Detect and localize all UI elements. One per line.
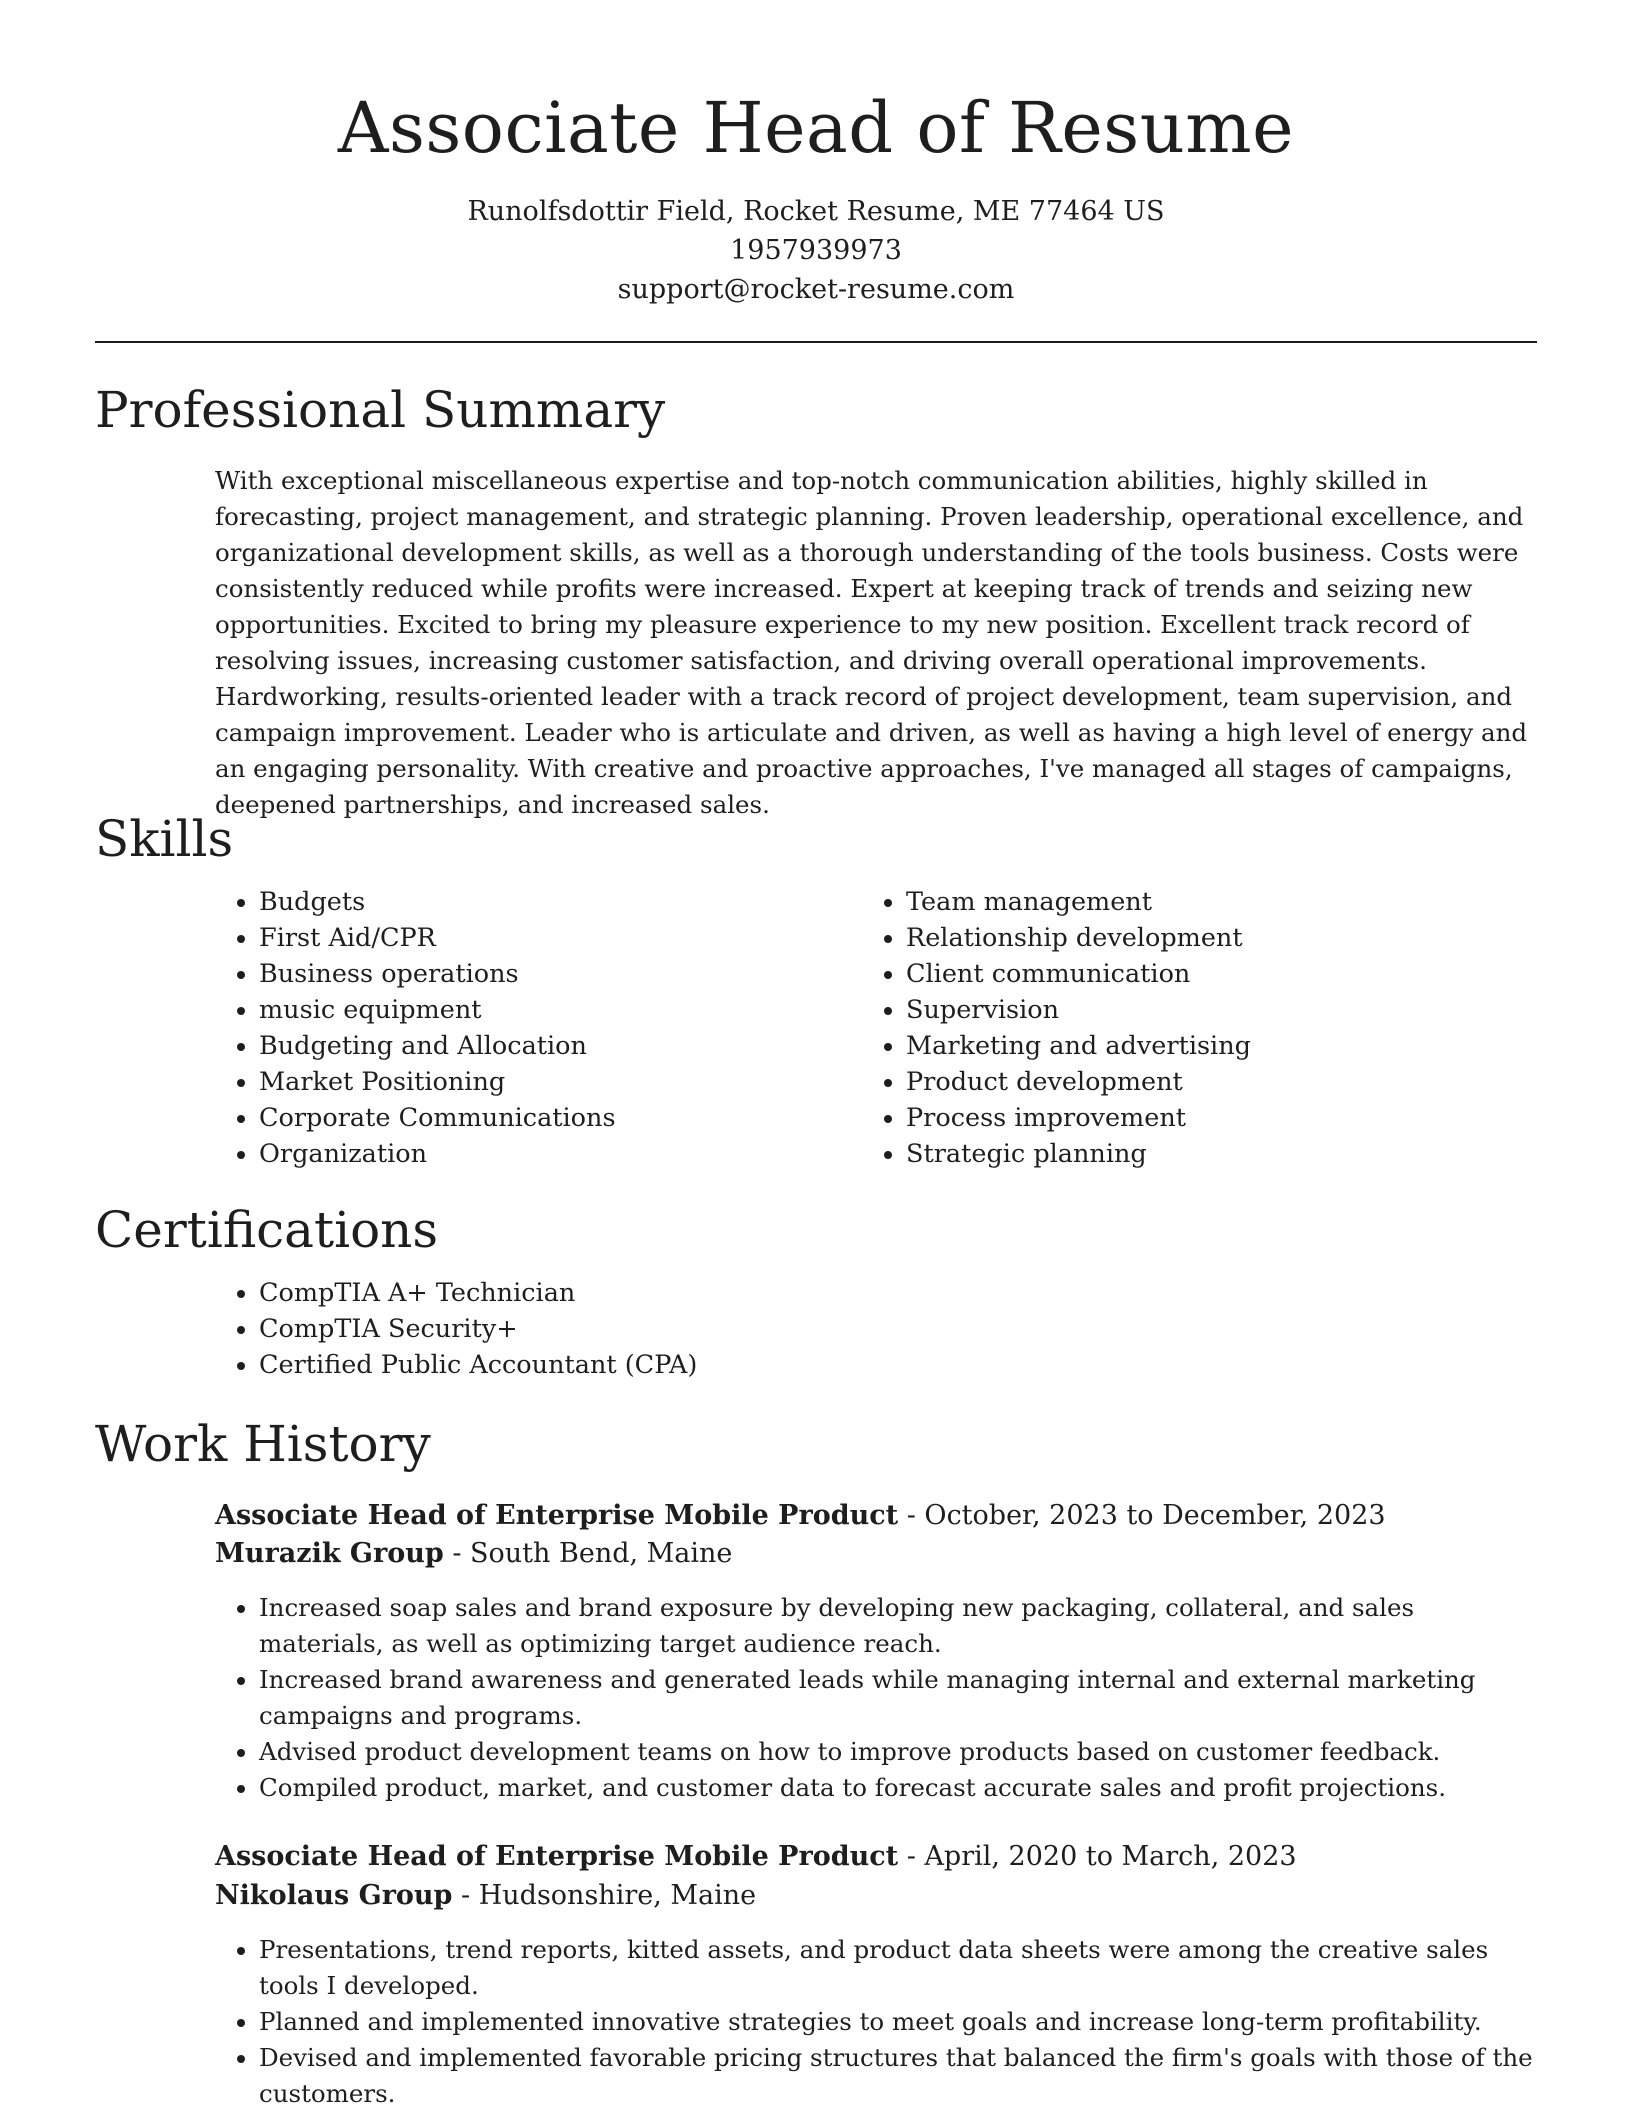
header-divider <box>95 341 1537 343</box>
certifications-list <box>215 1275 1215 1383</box>
job-dates: - October, 2023 to December, 2023 <box>898 1500 1386 1531</box>
job-dates: - April, 2020 to March, 2023 <box>898 1841 1297 1872</box>
contact-phone: 1957939973 <box>730 235 902 266</box>
certifications-heading: Certifications <box>95 1201 439 1259</box>
skill-item: • Supervision <box>906 992 1462 1028</box>
skill-item: • Market Positioning <box>259 1064 815 1100</box>
job-location: - South Bend, Maine <box>443 1538 733 1569</box>
skill-item: • Relationship development <box>906 920 1462 956</box>
job-bullet: • Compiled product, market, and customer data to forecast accurate sales and profit projections. <box>259 1770 1540 1806</box>
contact-address: Runolfsdottir Field, Rocket Resume, ME 77464 US <box>467 196 1165 227</box>
job-title-line <box>215 1497 1386 1535</box>
job-bullet: • Presentations, trend reports, kitted assets, and product data sheets were among the creative sales tools I developed. <box>259 1932 1540 2004</box>
skills-heading: Skills <box>95 810 234 868</box>
job-company: Nikolaus Group <box>215 1880 453 1911</box>
skill-item: • First Aid/CPR <box>259 920 815 956</box>
job-location: - Hudsonshire, Maine <box>452 1880 757 1911</box>
job-company: Murazik Group <box>215 1538 444 1569</box>
job-role: Associate Head of Enterprise Mobile Product <box>215 1500 899 1531</box>
job-company-line <box>215 1535 732 1573</box>
job-company-line <box>215 1877 756 1915</box>
summary-text: With exceptional miscellaneous expertise and top-notch communication abilities, highly skilled in forecasting, project management, and strategic planning. Proven leadership, operational excellence, and organizational development skills, as well as a thorough understanding of the tools business. Costs were consistently reduced while profits were increased. Expert at keeping track of trends and seizing new opportunities. Excited to bring my pleasure experience to my new position. Excellent track record of resolving issues, increasing customer satisfaction, and driving overall operational improvements. Hardworking, results-oriented leader with a track record of project development, team supervision, and campaign improvement. Leader who is articulate and driven, as well as having a high level of energy and an engaging personality. With creative and proactive approaches, I've managed all stages of campaigns, deepened partnerships, and increased sales. <box>215 466 1528 819</box>
skill-item: • Organization <box>259 1136 815 1172</box>
summary-heading: Professional Summary <box>95 381 666 439</box>
skill-item: • Business operations <box>259 956 815 992</box>
certification-item: • CompTIA A+ Technician <box>259 1275 1215 1311</box>
skills-column-right <box>862 884 1462 1172</box>
contact-email: support@rocket-resume.com <box>617 274 1015 305</box>
skill-item: • Strategic planning <box>906 1136 1462 1172</box>
job-bullets <box>215 1932 1540 2112</box>
job-bullet: • Devised and implemented favorable pricing structures that balanced the firm's goals with those of the customers. <box>259 2040 1540 2112</box>
job-title-line <box>215 1838 1297 1876</box>
certification-item: • CompTIA Security+ <box>259 1311 1215 1347</box>
skill-item: • Process improvement <box>906 1100 1462 1136</box>
skill-item: • Client communication <box>906 956 1462 992</box>
job-bullet: • Advised product development teams on how to improve products based on customer feedback. <box>259 1734 1540 1770</box>
job-bullets <box>215 1590 1540 1806</box>
contact-block <box>95 192 1537 309</box>
skill-item: • music equipment <box>259 992 815 1028</box>
skill-item: • Corporate Communications <box>259 1100 815 1136</box>
skill-item: • Marketing and advertising <box>906 1028 1462 1064</box>
job-bullet: • Planned and implemented innovative strategies to meet goals and increase long-term profitability. <box>259 2004 1540 2040</box>
skill-item: • Budgeting and Allocation <box>259 1028 815 1064</box>
skill-item: • Team management <box>906 884 1462 920</box>
certification-item: • Certified Public Accountant (CPA) <box>259 1347 1215 1383</box>
job-role: Associate Head of Enterprise Mobile Product <box>215 1841 899 1872</box>
resume-header <box>95 80 1537 309</box>
resume-name: Associate Head of Resume <box>337 87 1295 169</box>
job-bullet: • Increased brand awareness and generated leads while managing internal and external marketing campaigns and programs. <box>259 1662 1540 1734</box>
work-history-heading: Work History <box>95 1415 431 1473</box>
skill-item: • Product development <box>906 1064 1462 1100</box>
skills-column-left <box>215 884 815 1172</box>
skill-item: • Budgets <box>259 884 815 920</box>
job-bullet: • Increased soap sales and brand exposure by developing new packaging, collateral, and sales materials, as well as optimizing target audience reach. <box>259 1590 1540 1662</box>
